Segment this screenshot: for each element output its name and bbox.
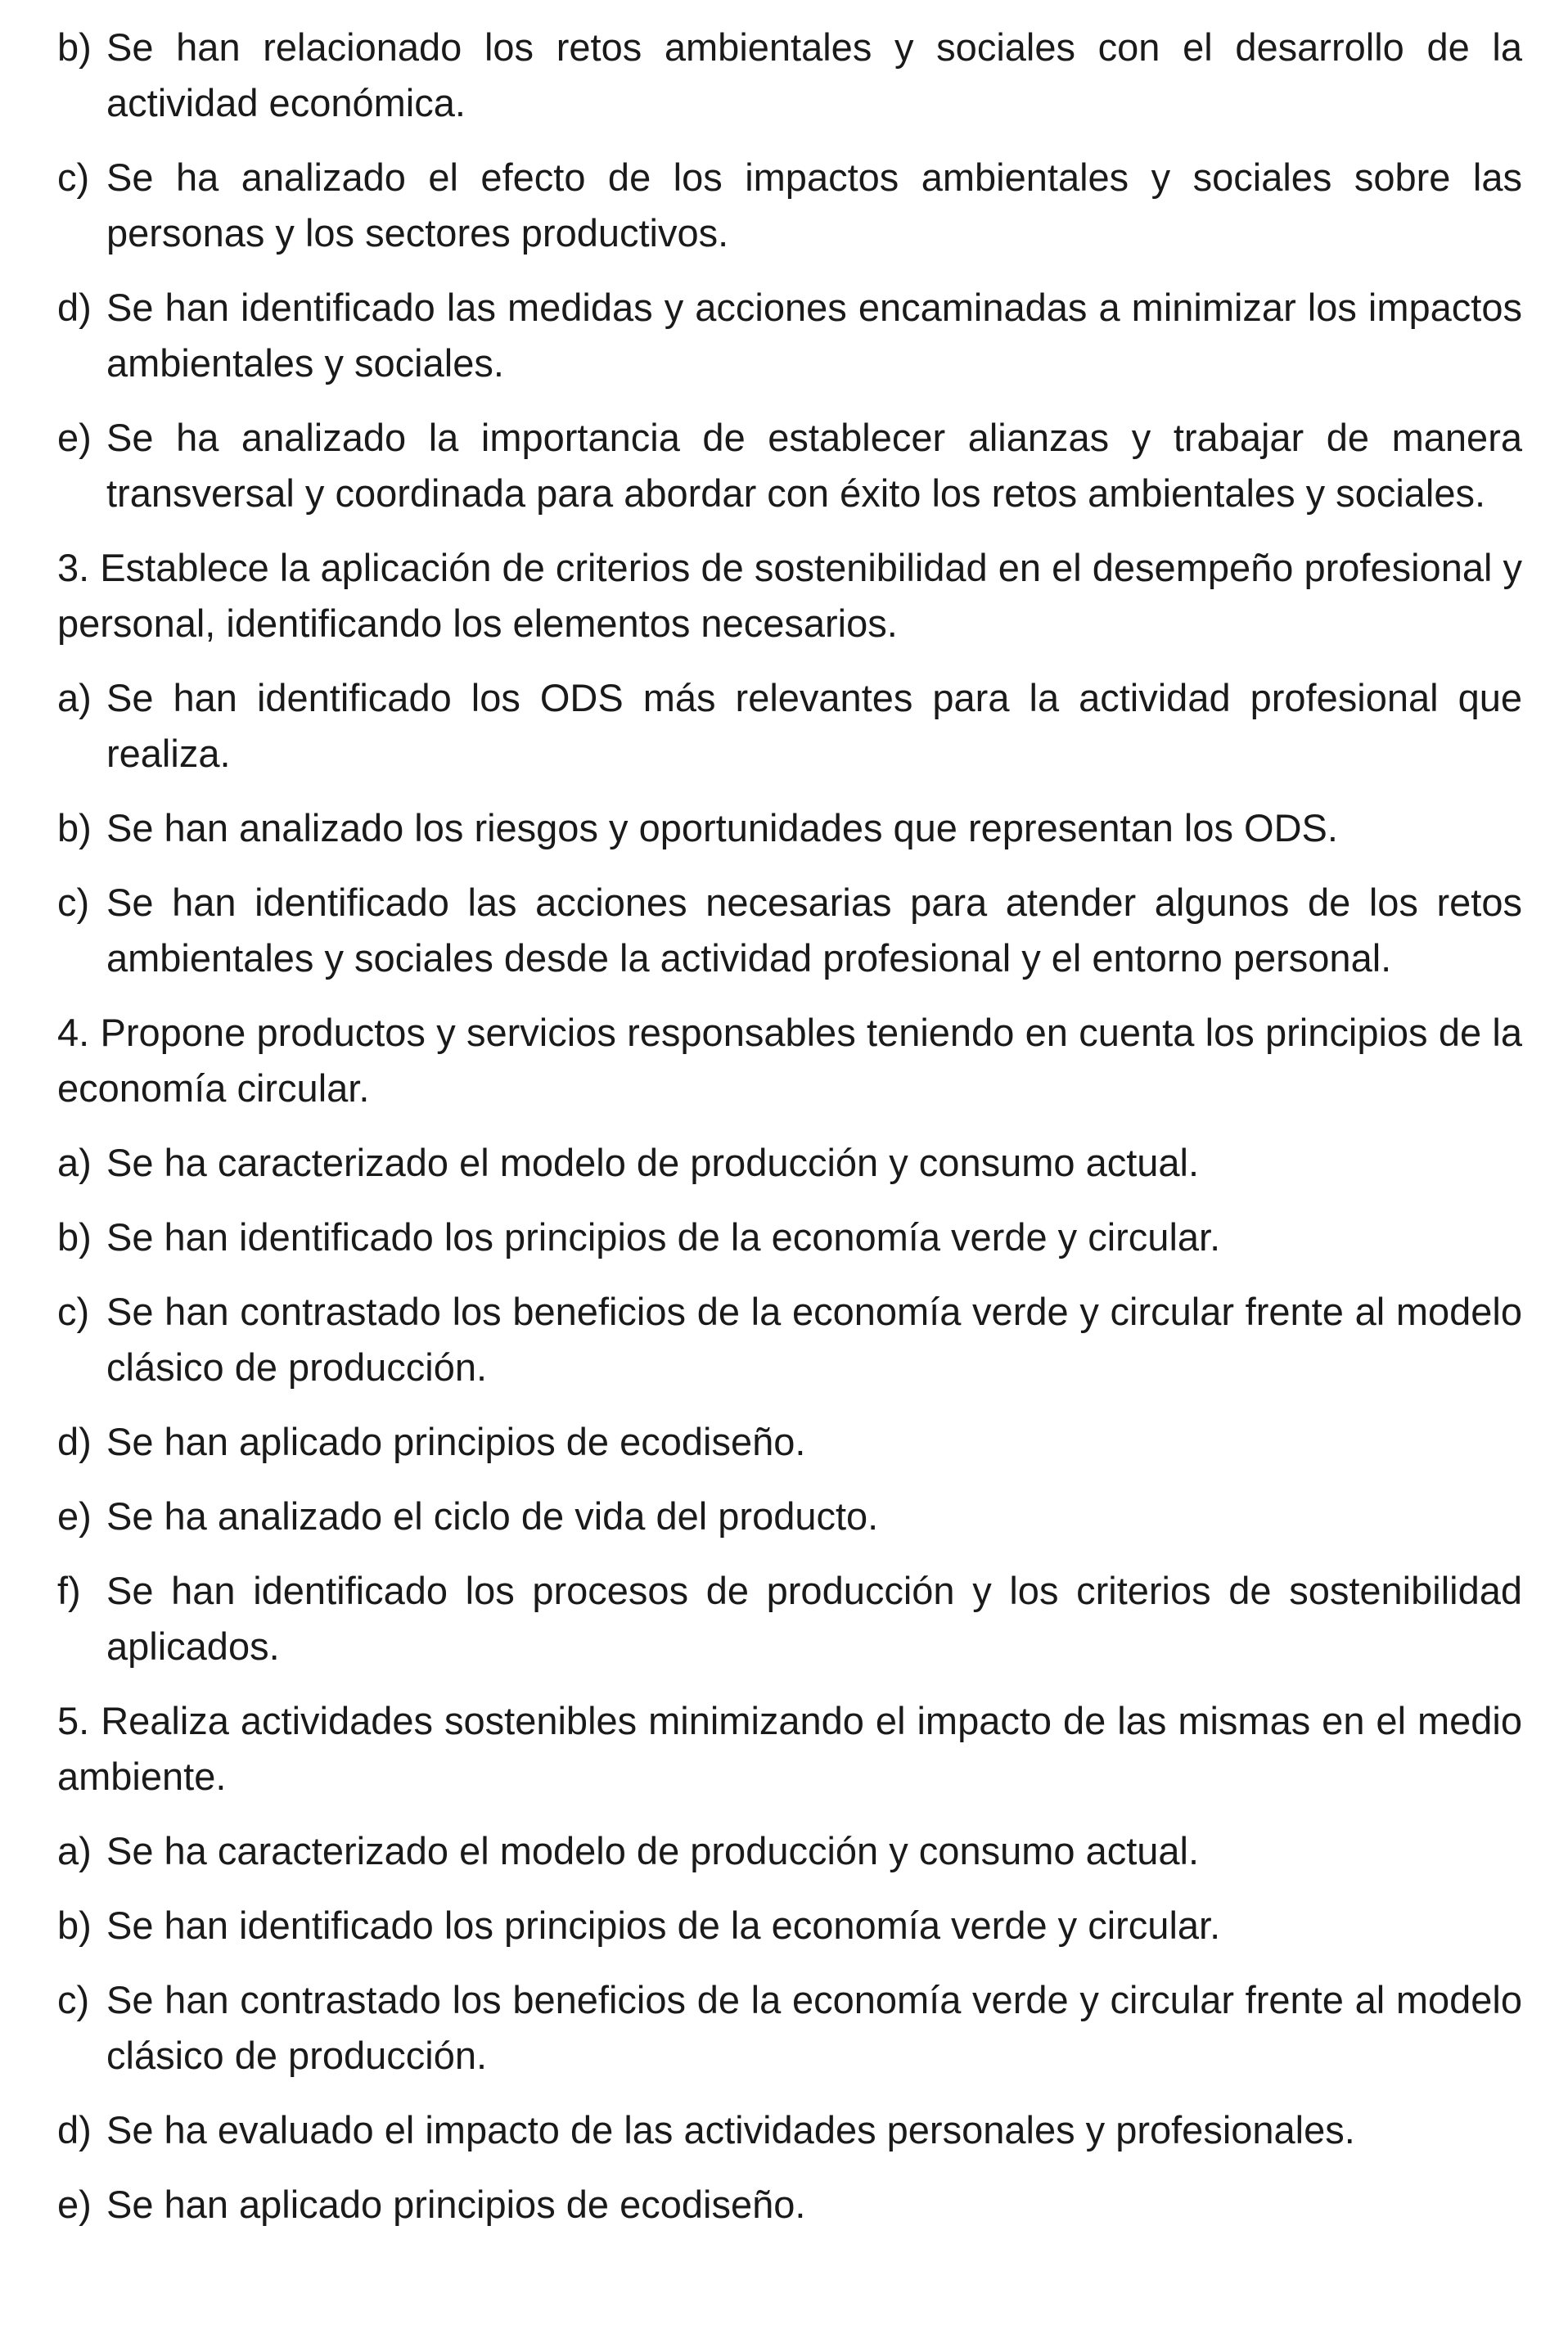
criterion-label: f) [57,1569,81,1612]
criterion-text: Se han analizado los riesgos y oportunidades que representan los ODS. [106,806,1338,849]
criterion-label: a) [57,1141,92,1184]
criterion-c [33,1972,1522,2084]
document-page [33,20,1522,2251]
criterion-text: Se han relacionado los retos ambientales y sociales con el desarrollo de la actividad económica. [106,25,1522,124]
criterion-text: Se han identificado las acciones necesarias para atender algunos de los retos ambientales y sociales desde la actividad profesional y el entorno personal. [106,881,1522,980]
criterion-text: Se han aplicado principios de ecodiseño. [106,1420,806,1463]
outcome-label: 4. [57,1011,90,1054]
learning-outcome-4 [33,1005,1522,1116]
outcome-text: Realiza actividades sostenibles minimizando el impacto de las mismas en el medio ambiente. [57,1699,1523,1798]
criterion-d [33,280,1522,391]
criterion-label: e) [57,416,92,459]
criterion-label: c) [57,155,90,199]
criterion-label: e) [57,2183,92,2226]
criterion-text: Se ha analizado el efecto de los impactos ambientales y sociales sobre las personas y los sectores productivos. [106,155,1522,255]
outcome-text: Establece la aplicación de criterios de sostenibilidad en el desempeño profesional y personal, identificando los elementos necesarios. [57,546,1522,645]
criterion-label: b) [57,25,92,69]
criterion-e [33,410,1522,521]
criterion-text: Se ha analizado la importancia de establecer alianzas y trabajar de manera transversal y coordinada para abordar con éxito los retos ambientales y sociales. [106,416,1522,515]
criterion-label: a) [57,1829,92,1872]
learning-outcome-3 [33,540,1522,651]
criterion-label: c) [57,881,90,924]
criterion-b [33,800,1522,856]
criterion-e [33,2177,1522,2233]
criterion-text: Se han aplicado principios de ecodiseño. [106,2183,806,2226]
criterion-text: Se han identificado las medidas y acciones encaminadas a minimizar los impactos ambientales y sociales. [106,286,1522,385]
criterion-label: e) [57,1494,92,1538]
learning-outcome-5 [33,1693,1522,1805]
criterion-label: c) [57,1290,90,1333]
criterion-c [33,1284,1522,1395]
outcome-text: Propone productos y servicios responsables teniendo en cuenta los principios de la economía circular. [57,1011,1523,1110]
criterion-c [33,150,1522,261]
criterion-a [33,1135,1522,1191]
criterion-a [33,670,1522,782]
criterion-text: Se han contrastado los beneficios de la economía verde y circular frente al modelo clásico de producción. [106,1978,1522,2077]
criterion-c [33,875,1522,986]
criterion-text: Se han identificado los principios de la economía verde y circular. [106,1215,1221,1259]
criterion-label: b) [57,806,92,849]
criterion-text: Se han contrastado los beneficios de la economía verde y circular frente al modelo clásico de producción. [106,1290,1522,1389]
criterion-label: b) [57,1215,92,1259]
criterion-label: a) [57,676,92,719]
criterion-b [33,1210,1522,1265]
criterion-text: Se ha evaluado el impacto de las actividades personales y profesionales. [106,2108,1355,2152]
criterion-label: d) [57,2108,92,2152]
criterion-text: Se han identificado los ODS más relevantes para la actividad profesional que realiza. [106,676,1522,775]
criterion-f [33,1563,1522,1674]
criterion-b [33,20,1522,131]
criterion-d [33,2102,1522,2158]
criterion-label: c) [57,1978,90,2021]
criterion-text: Se ha caracterizado el modelo de producción y consumo actual. [106,1829,1200,1872]
outcome-label: 5. [57,1699,90,1742]
criterion-label: d) [57,1420,92,1463]
criterion-text: Se ha caracterizado el modelo de producción y consumo actual. [106,1141,1200,1184]
criterion-b [33,1898,1522,1953]
criterion-text: Se han identificado los principios de la economía verde y circular. [106,1904,1221,1947]
criterion-label: d) [57,286,92,329]
criterion-text: Se ha analizado el ciclo de vida del producto. [106,1494,879,1538]
criterion-a [33,1823,1522,1879]
outcome-label: 3. [57,546,90,589]
criterion-label: b) [57,1904,92,1947]
criterion-d [33,1414,1522,1470]
criterion-e [33,1489,1522,1544]
criterion-text: Se han identificado los procesos de producción y los criterios de sostenibilidad aplicados. [106,1569,1522,1668]
